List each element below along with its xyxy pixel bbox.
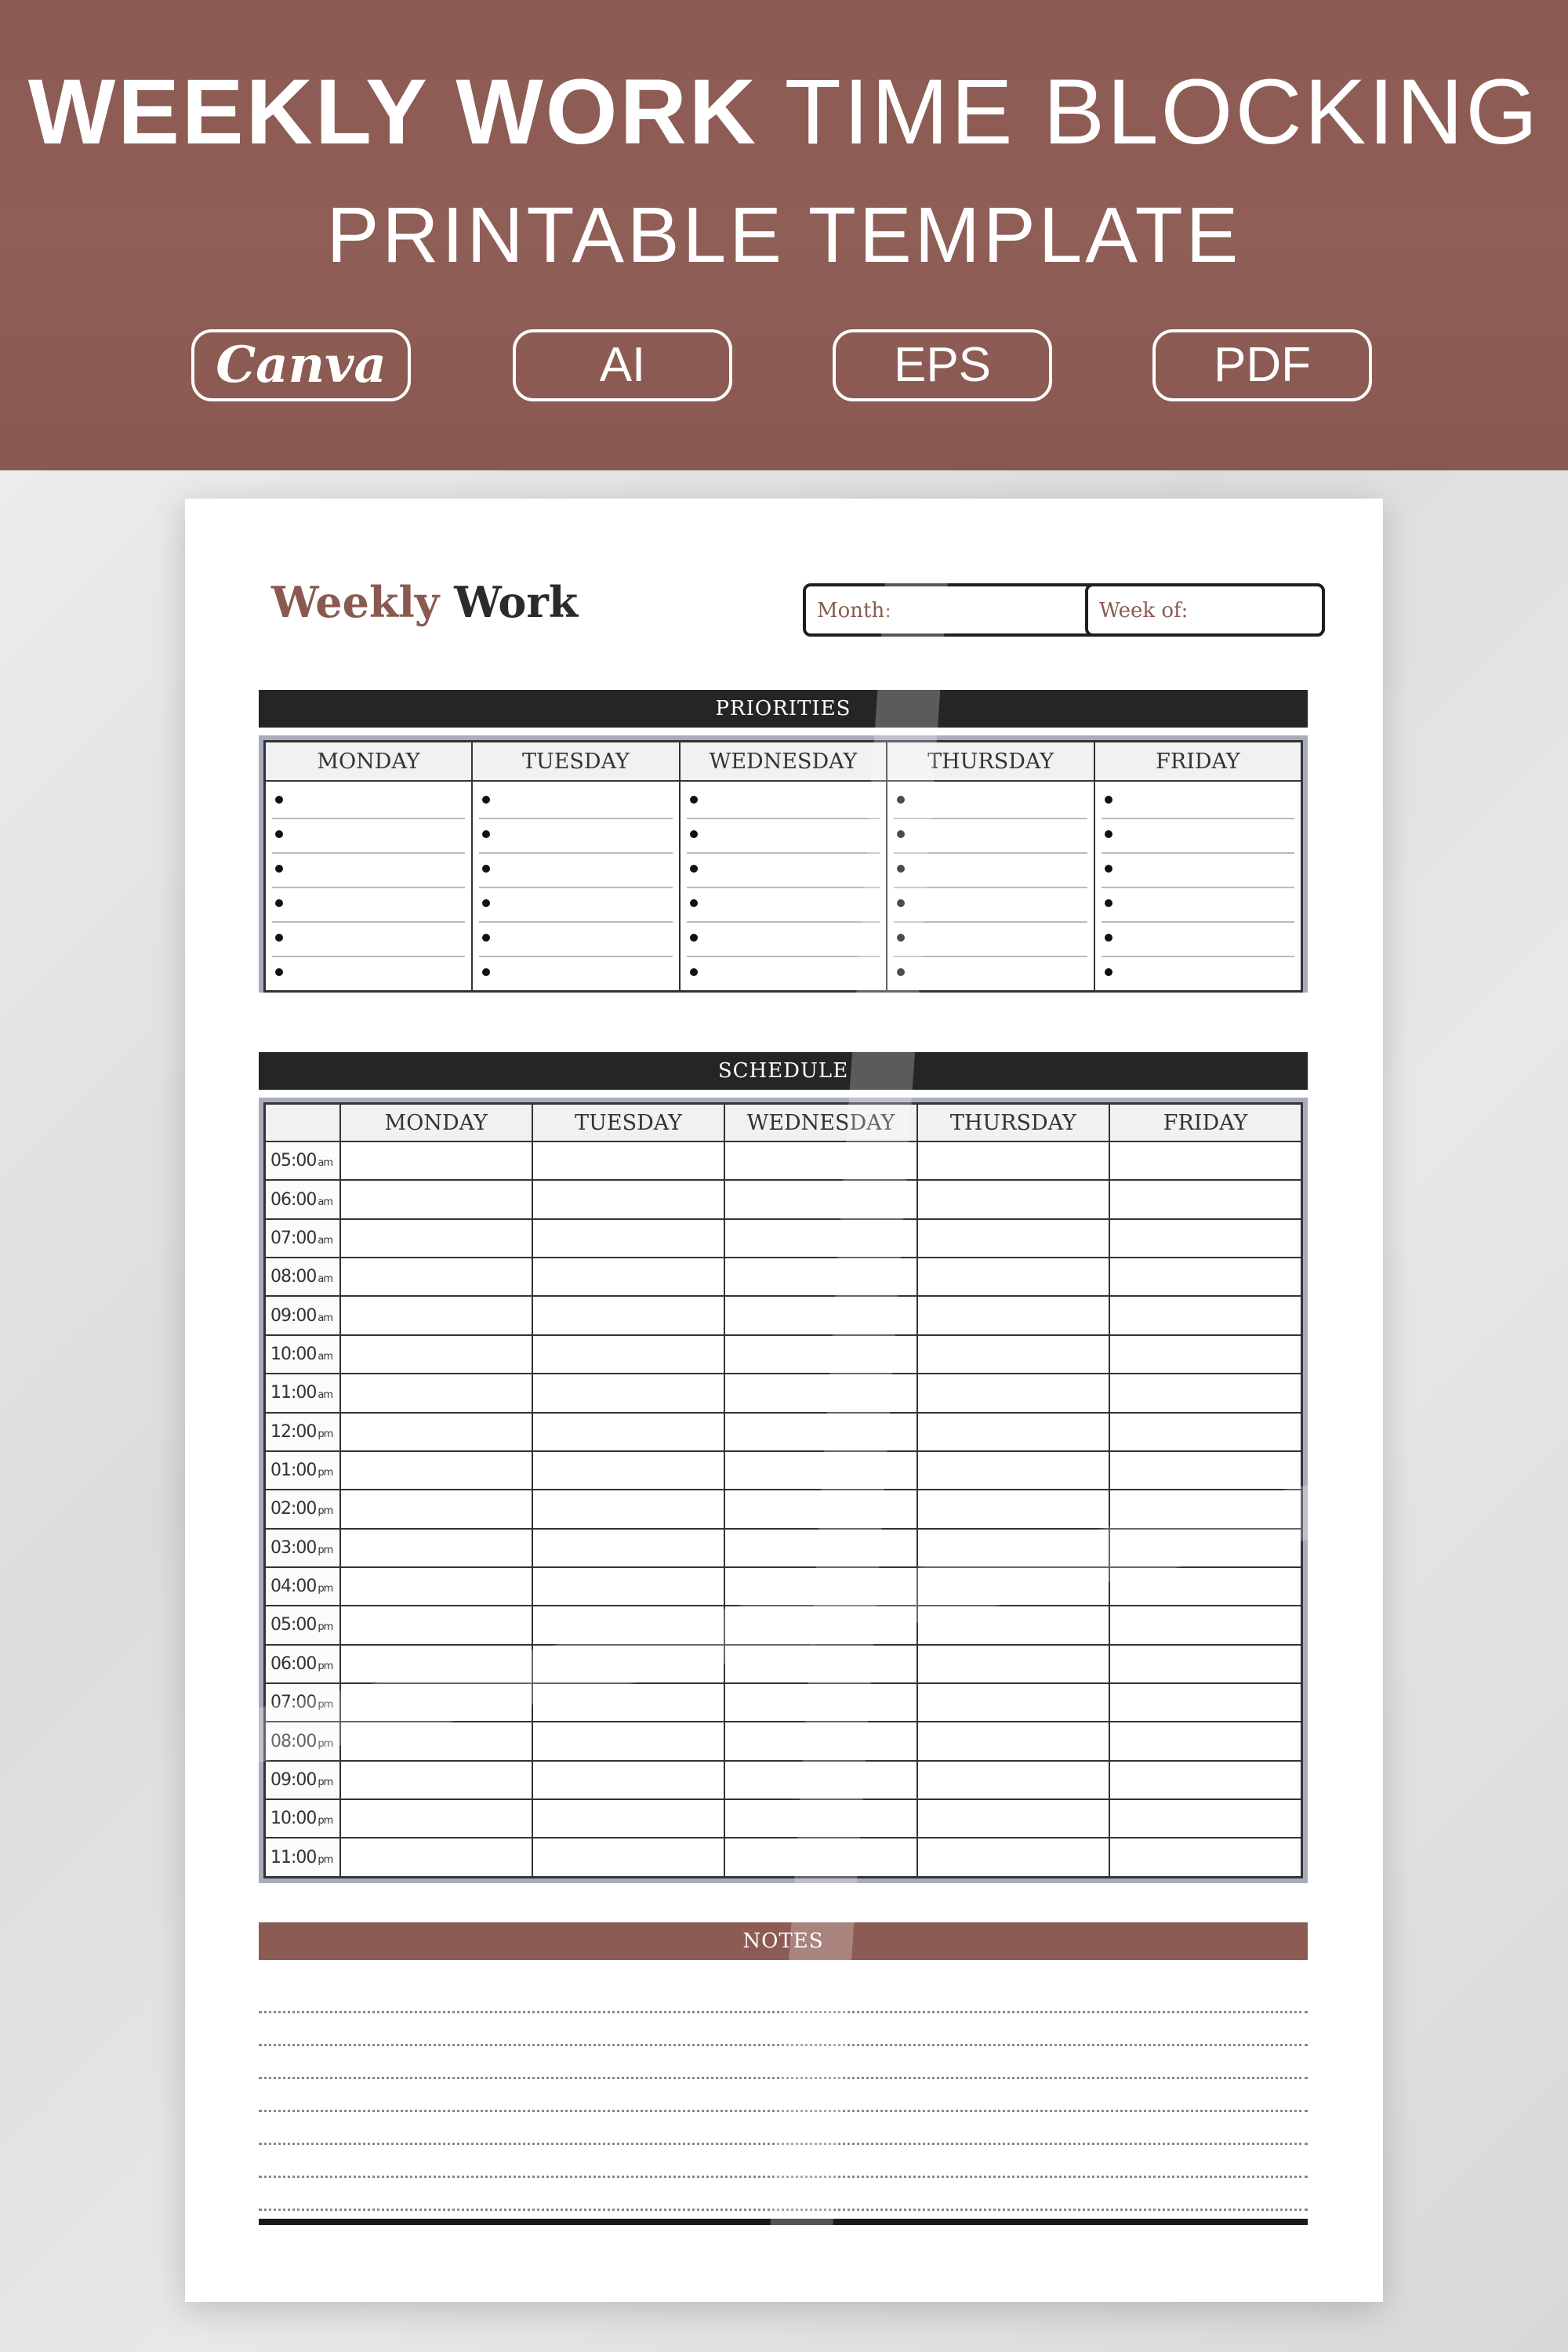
- priority-bullet-line[interactable]: [687, 923, 880, 957]
- schedule-cell[interactable]: [340, 1799, 532, 1838]
- priority-bullet-line[interactable]: [479, 819, 673, 854]
- banner-title: [0, 61, 1568, 163]
- time-slot-suffix: pm: [318, 1544, 333, 1556]
- schedule-cell[interactable]: [532, 1567, 724, 1606]
- priority-bullet-line[interactable]: [687, 888, 880, 923]
- schedule-cell[interactable]: [532, 1683, 724, 1722]
- time-slot-time: 09:00: [270, 1305, 317, 1326]
- schedule-cell[interactable]: [340, 1296, 532, 1334]
- schedule-cell[interactable]: [532, 1722, 724, 1760]
- time-slot-time: 06:00: [270, 1189, 317, 1210]
- schedule-row: [265, 1683, 1302, 1722]
- time-slot-label: [265, 1645, 340, 1683]
- week-of-label: Week of:: [1099, 599, 1189, 622]
- schedule-cell[interactable]: [917, 1645, 1109, 1683]
- time-slot-label: [265, 1335, 340, 1374]
- time-slot-time: 10:00: [270, 1344, 317, 1364]
- time-slot-time: 08:00: [270, 1731, 317, 1751]
- time-slot-time: 04:00: [270, 1577, 317, 1597]
- priorities-day-header: WEDNESDAY: [680, 742, 887, 782]
- schedule-cell[interactable]: [340, 1645, 532, 1683]
- time-slot-time: 01:00: [270, 1461, 317, 1481]
- schedule-row: [265, 1451, 1302, 1490]
- schedule-cell[interactable]: [724, 1219, 916, 1258]
- schedule-cell[interactable]: [917, 1838, 1109, 1877]
- banner-subtitle: PRINTABLE TEMPLATE: [326, 191, 1242, 279]
- schedule-cell[interactable]: [917, 1761, 1109, 1799]
- schedule-cell[interactable]: [724, 1180, 916, 1218]
- priority-bullet-line[interactable]: [272, 888, 465, 923]
- priorities-day-header: FRIDAY: [1094, 742, 1302, 782]
- time-slot-label: [265, 1761, 340, 1799]
- schedule-day-header: MONDAY: [340, 1104, 532, 1142]
- time-slot-suffix: pm: [318, 1660, 333, 1672]
- schedule-cell[interactable]: [532, 1142, 724, 1180]
- schedule-cell[interactable]: [1109, 1606, 1301, 1644]
- priority-bullet-line[interactable]: [894, 819, 1087, 854]
- priorities-day-column: [680, 781, 887, 992]
- schedule-cell[interactable]: [1109, 1142, 1301, 1180]
- schedule-row: [265, 1335, 1302, 1374]
- schedule-cell[interactable]: [917, 1567, 1109, 1606]
- time-slot-suffix: pm: [318, 1505, 333, 1518]
- priorities-grid: [259, 735, 1308, 993]
- schedule-cell[interactable]: [917, 1799, 1109, 1838]
- time-slot-suffix: pm: [318, 1853, 333, 1866]
- schedule-row: [265, 1529, 1302, 1567]
- schedule-cell[interactable]: [532, 1180, 724, 1218]
- schedule-cell[interactable]: [532, 1838, 724, 1877]
- bottom-rule: [259, 2219, 1308, 2225]
- priority-bullet-line[interactable]: [1102, 785, 1294, 819]
- priority-bullet-line[interactable]: [1102, 923, 1294, 957]
- schedule-cell[interactable]: [724, 1838, 916, 1877]
- schedule-cell[interactable]: [340, 1567, 532, 1606]
- time-slot-label: [265, 1296, 340, 1334]
- schedule-cell[interactable]: [1109, 1645, 1301, 1683]
- priorities-day-column: [472, 781, 680, 992]
- schedule-cell[interactable]: [1109, 1335, 1301, 1374]
- schedule-cell[interactable]: [724, 1296, 916, 1334]
- time-slot-label: [265, 1567, 340, 1606]
- schedule-row: [265, 1142, 1302, 1180]
- time-slot-suffix: pm: [318, 1776, 333, 1788]
- priorities-table: [263, 740, 1303, 993]
- time-slot-label: [265, 1258, 340, 1296]
- schedule-row: [265, 1722, 1302, 1760]
- schedule-day-header: FRIDAY: [1109, 1104, 1301, 1142]
- week-of-field[interactable]: [1085, 583, 1325, 637]
- schedule-cell[interactable]: [724, 1645, 916, 1683]
- schedule-cell[interactable]: [532, 1799, 724, 1838]
- priority-bullet-line[interactable]: [272, 957, 465, 990]
- schedule-cell[interactable]: [532, 1374, 724, 1412]
- time-slot-time: 02:00: [270, 1499, 317, 1519]
- page-title: [271, 577, 578, 627]
- schedule-cell[interactable]: [724, 1451, 916, 1490]
- time-slot-time: 11:00: [270, 1383, 317, 1403]
- format-badge-ai: AI: [513, 329, 732, 401]
- schedule-cell[interactable]: [917, 1683, 1109, 1722]
- schedule-cell[interactable]: [532, 1606, 724, 1644]
- note-line[interactable]: [259, 2046, 1308, 2079]
- time-slot-time: 10:00: [270, 1809, 317, 1829]
- schedule-cell[interactable]: [917, 1180, 1109, 1218]
- priority-bullet-line[interactable]: [894, 888, 1087, 923]
- schedule-cell[interactable]: [1109, 1258, 1301, 1296]
- schedule-cell[interactable]: [1109, 1413, 1301, 1451]
- time-slot-time: 11:00: [270, 1847, 317, 1867]
- schedule-cell[interactable]: [917, 1374, 1109, 1412]
- priority-bullet-line[interactable]: [272, 819, 465, 854]
- priority-bullet-line[interactable]: [479, 785, 673, 819]
- month-label: Month:: [817, 599, 891, 622]
- banner-title-light: TIME BLOCKING: [784, 60, 1541, 164]
- schedule-cell[interactable]: [532, 1296, 724, 1334]
- schedule-table: [263, 1102, 1303, 1878]
- banner-title-bold: WEEKLY WORK: [27, 60, 759, 164]
- schedule-cell[interactable]: [1109, 1567, 1301, 1606]
- schedule-cell[interactable]: [532, 1490, 724, 1528]
- format-badge-pdf: PDF: [1152, 329, 1372, 401]
- time-column-header: [265, 1104, 340, 1142]
- format-badge-canva: Canva: [191, 329, 411, 401]
- note-line[interactable]: [259, 1980, 1308, 2013]
- time-slot-label: [265, 1374, 340, 1412]
- time-slot-suffix: am: [318, 1234, 333, 1247]
- schedule-cell[interactable]: [532, 1761, 724, 1799]
- schedule-cell[interactable]: [1109, 1490, 1301, 1528]
- schedule-cell[interactable]: [340, 1374, 532, 1412]
- schedule-row: [265, 1413, 1302, 1451]
- schedule-row: [265, 1258, 1302, 1296]
- time-slot-label: [265, 1683, 340, 1722]
- priority-bullet-line[interactable]: [479, 854, 673, 888]
- priority-bullet-line[interactable]: [687, 785, 880, 819]
- priority-bullet-line[interactable]: [479, 923, 673, 957]
- time-slot-suffix: pm: [318, 1621, 333, 1634]
- schedule-cell[interactable]: [917, 1413, 1109, 1451]
- schedule-cell[interactable]: [340, 1180, 532, 1218]
- priority-bullet-line[interactable]: [687, 957, 880, 990]
- priority-bullet-line[interactable]: [1102, 819, 1294, 854]
- schedule-cell[interactable]: [1109, 1838, 1301, 1877]
- time-slot-suffix: am: [318, 1157, 333, 1170]
- schedule-row: [265, 1799, 1302, 1838]
- schedule-row: [265, 1567, 1302, 1606]
- time-slot-label: [265, 1606, 340, 1644]
- time-slot-suffix: am: [318, 1389, 333, 1402]
- schedule-cell[interactable]: [340, 1451, 532, 1490]
- time-slot-suffix: pm: [318, 1699, 333, 1711]
- time-slot-label: [265, 1142, 340, 1180]
- schedule-cell[interactable]: [340, 1413, 532, 1451]
- schedule-cell[interactable]: [724, 1258, 916, 1296]
- time-slot-label: [265, 1219, 340, 1258]
- time-slot-time: 07:00: [270, 1228, 317, 1248]
- time-slot-label: [265, 1490, 340, 1528]
- schedule-cell[interactable]: [1109, 1722, 1301, 1760]
- schedule-cell[interactable]: [917, 1219, 1109, 1258]
- schedule-cell[interactable]: [340, 1490, 532, 1528]
- time-slot-suffix: pm: [318, 1428, 333, 1440]
- time-slot-label: [265, 1799, 340, 1838]
- schedule-cell[interactable]: [1109, 1451, 1301, 1490]
- schedule-cell[interactable]: [1109, 1180, 1301, 1218]
- priority-bullet-line[interactable]: [1102, 957, 1294, 990]
- schedule-cell[interactable]: [1109, 1799, 1301, 1838]
- schedule-cell[interactable]: [340, 1219, 532, 1258]
- time-slot-label: [265, 1413, 340, 1451]
- time-slot-time: 06:00: [270, 1653, 317, 1674]
- priority-bullet-line[interactable]: [687, 819, 880, 854]
- time-slot-time: 05:00: [270, 1615, 317, 1635]
- schedule-cell[interactable]: [1109, 1374, 1301, 1412]
- schedule-cell[interactable]: [1109, 1761, 1301, 1799]
- priorities-day-column: [265, 781, 473, 992]
- note-line[interactable]: [259, 2178, 1308, 2211]
- priority-bullet-line[interactable]: [272, 923, 465, 957]
- note-line[interactable]: [259, 2145, 1308, 2178]
- schedule-cell[interactable]: [724, 1529, 916, 1567]
- schedule-row: [265, 1374, 1302, 1412]
- time-slot-time: 09:00: [270, 1769, 317, 1790]
- notes-area[interactable]: [259, 1980, 1308, 2211]
- planner-page: [185, 499, 1383, 2302]
- schedule-cell[interactable]: [724, 1606, 916, 1644]
- note-line[interactable]: [259, 2112, 1308, 2145]
- schedule-row: [265, 1761, 1302, 1799]
- format-badge-eps: EPS: [833, 329, 1052, 401]
- priorities-day-column: [1094, 781, 1302, 992]
- time-slot-time: 08:00: [270, 1267, 317, 1287]
- time-slot-time: 03:00: [270, 1537, 317, 1558]
- schedule-cell[interactable]: [340, 1838, 532, 1877]
- priority-bullet-line[interactable]: [894, 957, 1087, 990]
- schedule-cell[interactable]: [340, 1761, 532, 1799]
- priority-bullet-line[interactable]: [1102, 854, 1294, 888]
- priorities-day-header: MONDAY: [265, 742, 473, 782]
- time-slot-time: 05:00: [270, 1151, 317, 1171]
- schedule-heading: SCHEDULE: [259, 1052, 1308, 1090]
- time-slot-suffix: pm: [318, 1815, 333, 1828]
- schedule-row: [265, 1219, 1302, 1258]
- schedule-cell[interactable]: [724, 1683, 916, 1722]
- schedule-cell[interactable]: [340, 1683, 532, 1722]
- schedule-cell[interactable]: [1109, 1529, 1301, 1567]
- schedule-cell[interactable]: [917, 1606, 1109, 1644]
- time-slot-suffix: am: [318, 1312, 333, 1324]
- time-slot-label: [265, 1451, 340, 1490]
- priority-bullet-line[interactable]: [1102, 888, 1294, 923]
- priorities-heading: PRIORITIES: [259, 690, 1308, 728]
- schedule-cell[interactable]: [1109, 1683, 1301, 1722]
- time-slot-label: [265, 1722, 340, 1760]
- schedule-cell[interactable]: [532, 1645, 724, 1683]
- schedule-day-header: WEDNESDAY: [724, 1104, 916, 1142]
- page-title-accent: Weekly: [271, 577, 440, 627]
- header-banner: [0, 0, 1568, 470]
- schedule-cell[interactable]: [532, 1258, 724, 1296]
- schedule-cell[interactable]: [917, 1296, 1109, 1334]
- time-slot-label: [265, 1180, 340, 1218]
- schedule-cell[interactable]: [724, 1799, 916, 1838]
- priority-bullet-line[interactable]: [687, 854, 880, 888]
- priority-bullet-line[interactable]: [894, 854, 1087, 888]
- schedule-day-header: THURSDAY: [917, 1104, 1109, 1142]
- schedule-cell[interactable]: [532, 1529, 724, 1567]
- schedule-cell[interactable]: [340, 1529, 532, 1567]
- priority-bullet-line[interactable]: [479, 957, 673, 990]
- time-slot-suffix: pm: [318, 1467, 333, 1479]
- schedule-cell[interactable]: [340, 1142, 532, 1180]
- schedule-cell[interactable]: [917, 1335, 1109, 1374]
- time-slot-suffix: pm: [318, 1583, 333, 1595]
- schedule-cell[interactable]: [340, 1258, 532, 1296]
- schedule-cell[interactable]: [917, 1258, 1109, 1296]
- schedule-grid: [259, 1098, 1308, 1883]
- time-slot-suffix: am: [318, 1273, 333, 1286]
- schedule-cell[interactable]: [340, 1722, 532, 1760]
- note-line[interactable]: [259, 2013, 1308, 2046]
- schedule-cell[interactable]: [532, 1451, 724, 1490]
- schedule-cell[interactable]: [532, 1335, 724, 1374]
- schedule-cell[interactable]: [1109, 1219, 1301, 1258]
- schedule-row: [265, 1296, 1302, 1334]
- priority-bullet-line[interactable]: [894, 785, 1087, 819]
- schedule-cell[interactable]: [917, 1722, 1109, 1760]
- schedule-cell[interactable]: [532, 1219, 724, 1258]
- priority-bullet-line[interactable]: [272, 854, 465, 888]
- priority-bullet-line[interactable]: [479, 888, 673, 923]
- time-slot-suffix: am: [318, 1196, 333, 1208]
- schedule-row: [265, 1490, 1302, 1528]
- schedule-cell[interactable]: [1109, 1296, 1301, 1334]
- priorities-day-header: THURSDAY: [887, 742, 1094, 782]
- schedule-row: [265, 1645, 1302, 1683]
- schedule-cell[interactable]: [340, 1606, 532, 1644]
- priority-bullet-line[interactable]: [894, 923, 1087, 957]
- priority-bullet-line[interactable]: [272, 785, 465, 819]
- schedule-cell[interactable]: [724, 1142, 916, 1180]
- priorities-day-header: TUESDAY: [472, 742, 680, 782]
- time-slot-time: 07:00: [270, 1693, 317, 1713]
- schedule-row: [265, 1838, 1302, 1877]
- schedule-cell[interactable]: [724, 1761, 916, 1799]
- schedule-cell[interactable]: [917, 1142, 1109, 1180]
- priorities-day-column: [887, 781, 1094, 992]
- schedule-cell[interactable]: [724, 1567, 916, 1606]
- schedule-row: [265, 1180, 1302, 1218]
- time-slot-time: 12:00: [270, 1421, 317, 1442]
- time-slot-suffix: am: [318, 1350, 333, 1363]
- schedule-cell[interactable]: [724, 1490, 916, 1528]
- page-title-rest: Work: [454, 577, 579, 627]
- schedule-cell[interactable]: [724, 1413, 916, 1451]
- schedule-cell[interactable]: [724, 1335, 916, 1374]
- time-slot-suffix: pm: [318, 1737, 333, 1750]
- schedule-cell[interactable]: [532, 1413, 724, 1451]
- notes-heading: NOTES: [259, 1922, 1308, 1960]
- schedule-cell[interactable]: [340, 1335, 532, 1374]
- time-slot-label: [265, 1529, 340, 1567]
- schedule-day-header: TUESDAY: [532, 1104, 724, 1142]
- time-slot-label: [265, 1838, 340, 1877]
- note-line[interactable]: [259, 2079, 1308, 2112]
- schedule-row: [265, 1606, 1302, 1644]
- schedule-cell[interactable]: [917, 1490, 1109, 1528]
- schedule-cell[interactable]: [724, 1722, 916, 1760]
- schedule-cell[interactable]: [724, 1374, 916, 1412]
- schedule-cell[interactable]: [917, 1451, 1109, 1490]
- schedule-cell[interactable]: [917, 1529, 1109, 1567]
